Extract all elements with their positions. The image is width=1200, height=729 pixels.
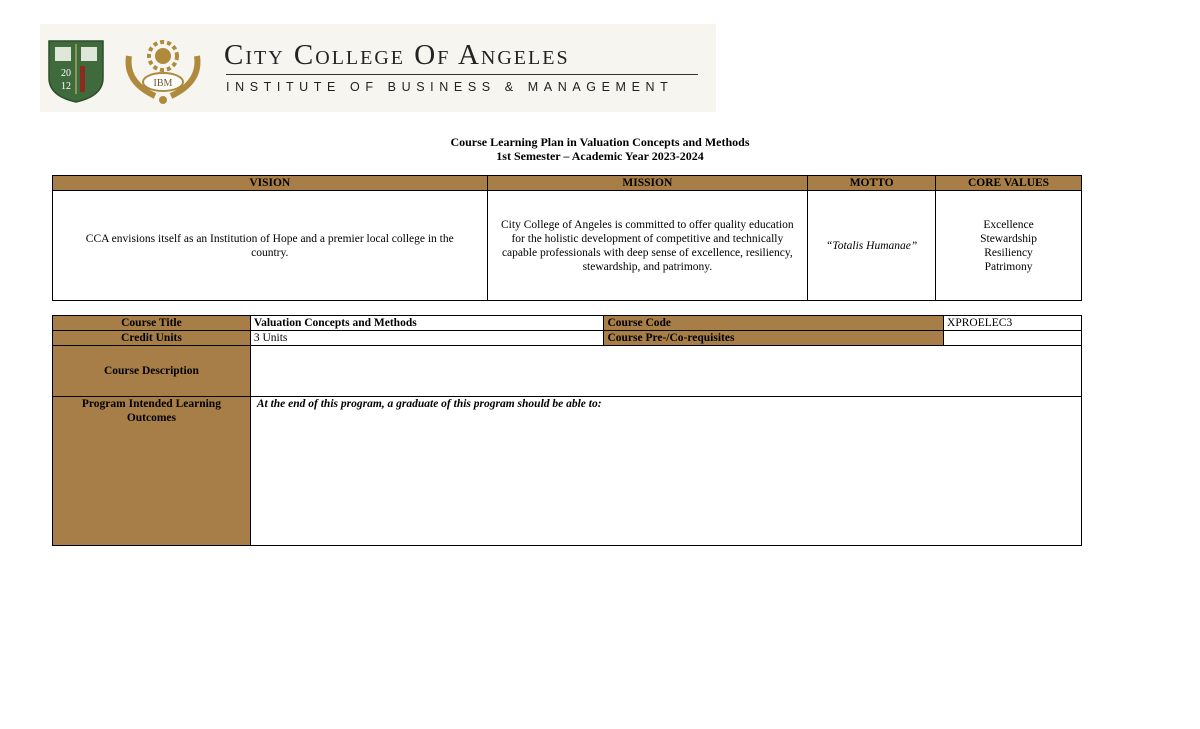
shield-year-bottom: 12 [61, 81, 71, 92]
course-description-label: Course Description [53, 346, 251, 397]
vision-text: CCA envisions itself as an Institution of Hope and a premier local college in the country. [53, 191, 488, 301]
vision-header: VISION [53, 176, 488, 191]
school-name-divider [226, 74, 698, 75]
course-code-label: Course Code [604, 316, 944, 331]
credit-units-label: Credit Units [53, 331, 251, 346]
document-subtitle: 1st Semester – Academic Year 2023-2024 [496, 149, 704, 163]
motto-header: MOTTO [808, 176, 936, 191]
pilo-label: Program Intended Learning Outcomes [53, 397, 251, 546]
motto-text: “Totalis Humanae” [808, 191, 936, 301]
school-name: City College Of Angeles [224, 39, 570, 71]
college-shield-logo [46, 38, 106, 104]
core-value-item: Resiliency [984, 246, 1033, 259]
core-values-list [936, 191, 1082, 301]
prerequisites-label: Course Pre-/Co-requisites [604, 331, 944, 346]
ibm-wreath-logo [115, 34, 211, 106]
document-title: Course Learning Plan in Valuation Concepts and Methods [450, 135, 750, 149]
vmgo-table [52, 175, 1082, 301]
course-title-value: Valuation Concepts and Methods [250, 316, 604, 331]
credit-units-value: 3 Units [250, 331, 604, 346]
core-values-header: CORE VALUES [936, 176, 1082, 191]
course-code-value: XPROELEC3 [944, 316, 1082, 331]
course-title-label: Course Title [53, 316, 251, 331]
prerequisites-value [944, 331, 1082, 346]
core-value-item: Patrimony [984, 260, 1033, 273]
core-value-item: Excellence [983, 218, 1034, 231]
wreath-badge-text: IBM [153, 78, 173, 89]
pilo-value: At the end of this program, a graduate of this program should be able to: [250, 397, 1081, 546]
core-value-item: Stewardship [980, 232, 1037, 245]
institute-name: INSTITUTE OF BUSINESS & MANAGEMENT [226, 80, 674, 94]
mission-text: City College of Angeles is committed to offer quality education for the holistic development of competitive and technically capable professionals with deep sense of excellence, resiliency, stewardship, and patrimony. [487, 191, 808, 301]
course-description-value [250, 346, 1081, 397]
shield-year-top: 20 [61, 68, 71, 79]
course-info-table [52, 315, 1082, 546]
mission-header: MISSION [487, 176, 808, 191]
